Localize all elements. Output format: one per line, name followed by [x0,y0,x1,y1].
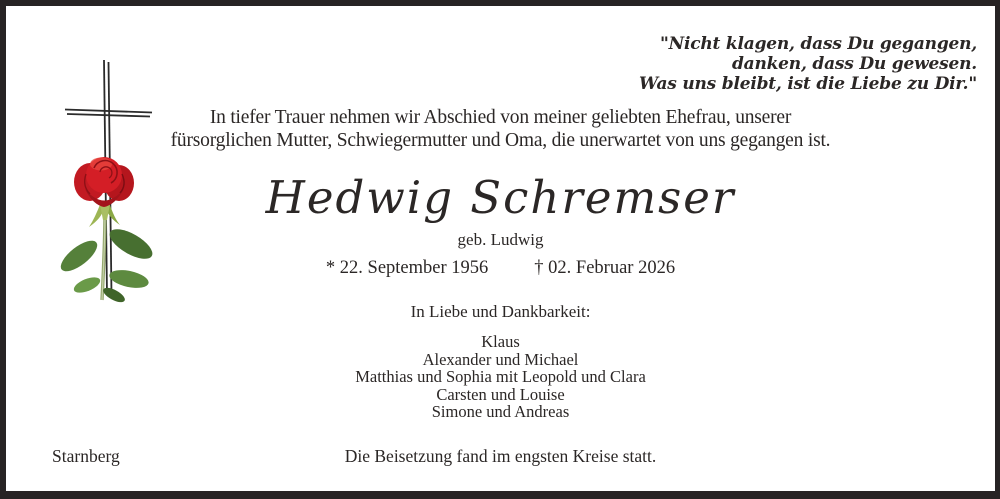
deceased-name: Hedwig Schremser [265,171,736,224]
mourners-list [6,333,995,421]
life-dates [6,257,995,279]
mourning-heading: In Liebe und Dankbarkeit: [410,302,591,321]
mourner-line: Klaus [481,332,520,351]
death-date: † 02. Februar 2026 [534,258,676,278]
intro-paragraph [6,107,995,152]
maiden-name: geb. Ludwig [457,230,544,249]
burial-note: Die Beisetzung fand im engsten Kreise statt. [344,446,657,466]
mourner-line: Alexander und Michael [422,349,579,369]
birth-date: * 22. September 1956 [325,258,489,278]
memorial-quote [639,34,977,94]
mourner-line: Matthias und Sophia mit Leopold und Clara [355,367,646,386]
quote-line: danken, dass Du gewesen. [731,54,977,74]
place-label: Starnberg [52,446,120,466]
intro-line: In tiefer Trauer nehmen wir Abschied von meiner geliebten Ehefrau, unserer [209,107,792,128]
mourner-line: Simone und Andreas [431,402,570,421]
mourner-line: Carsten und Louise [436,384,565,404]
quote-line: Was uns bleibt, ist die Liebe zu Dir." [639,74,977,94]
quote-line: "Nicht klagen, dass Du gegangen, [659,34,977,54]
intro-line: fürsorglichen Mutter, Schwiegermutter und Oma, die unerwartet von uns gegangen ist. [170,129,831,151]
